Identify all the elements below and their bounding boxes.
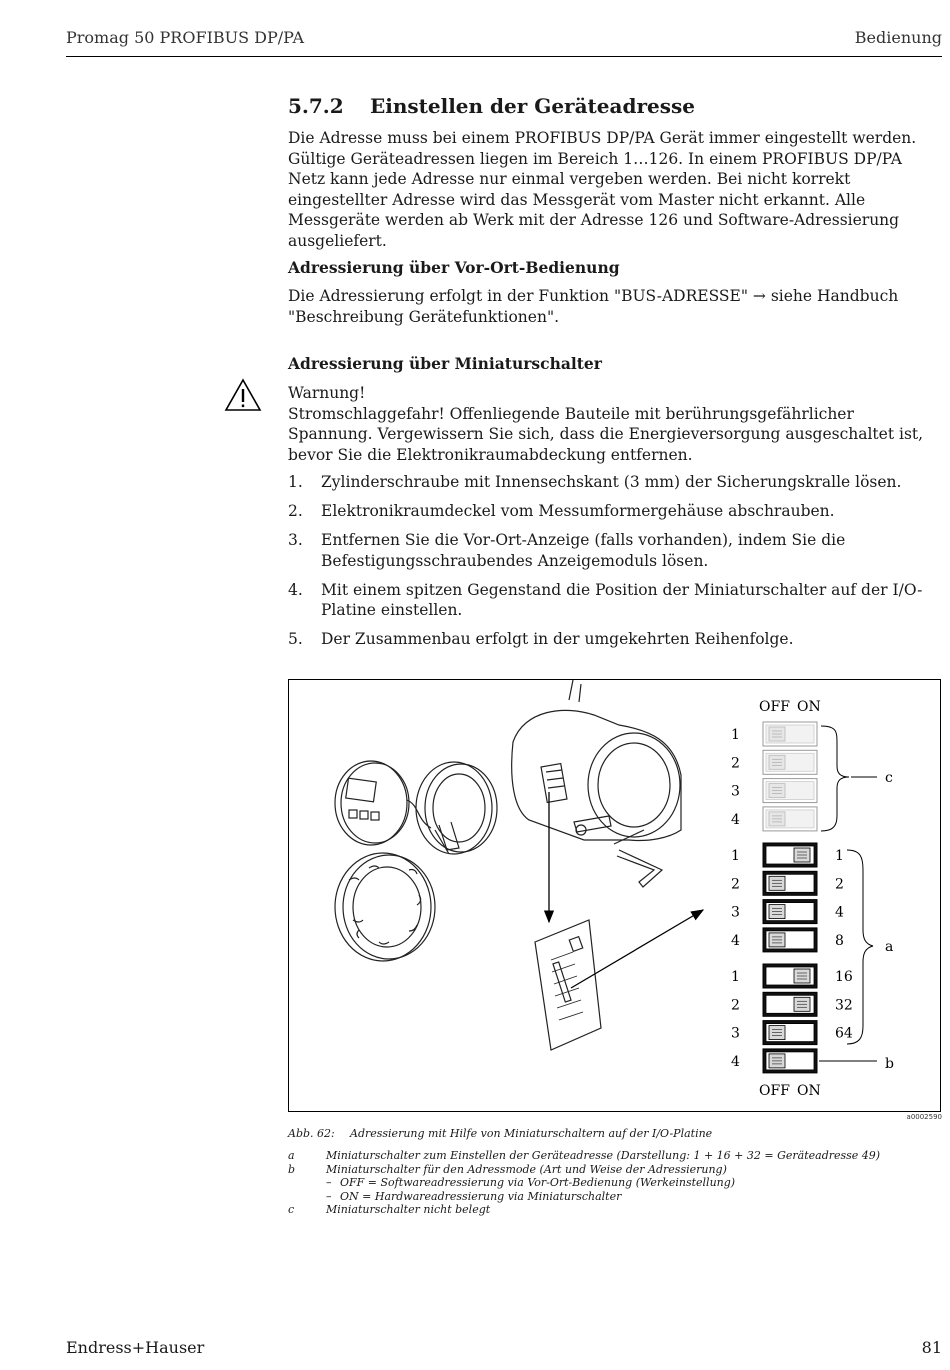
footer-brand: Endress+Hauser	[66, 1338, 205, 1357]
switch-weight: 2	[835, 876, 844, 893]
electronics-cover-drawing	[416, 762, 497, 854]
step-text: Entfernen Sie die Vor-Ort-Anzeige (falls vorhanden), indem Sie die Befestigungsschraubendes Anzeigemoduls lösen.	[321, 531, 846, 570]
legend-subitem	[288, 1176, 880, 1190]
device-illustration	[335, 680, 681, 1050]
step-text: Zylinderschraube mit Innensechskant (3 mm) der Sicherungskralle lösen.	[321, 473, 902, 491]
figure-code: a0002590	[906, 1113, 942, 1121]
off-label-top: OFF	[759, 699, 790, 715]
figure-legend	[288, 1149, 880, 1217]
legend-key: c	[288, 1203, 295, 1217]
switch-number: 3	[731, 783, 740, 800]
legend-text: Miniaturschalter für den Adressmode (Art und Weise der Adressierung)	[326, 1162, 727, 1176]
list-item	[288, 472, 943, 493]
io-board-drawing	[535, 920, 601, 1050]
switch-weight: 1	[835, 848, 844, 864]
arrow-to-switches	[571, 910, 703, 988]
on-label-top: ON	[797, 699, 821, 715]
switch-number: 2	[731, 755, 740, 772]
legend-key: b	[288, 1162, 296, 1176]
local-addressing-text: Die Adressierung erfolgt in der Funktion "BUS-ADRESSE" → siehe Handbuch "Beschreibung Gerätefunktionen".	[288, 287, 899, 326]
legend-key: a	[288, 1149, 295, 1162]
list-item	[288, 629, 943, 650]
caption-text: Adressierung mit Hilfe von Miniaturschaltern auf der I/O-Platine	[350, 1127, 713, 1140]
on-label-bottom: ON	[797, 1083, 821, 1099]
switch-number: 1	[731, 727, 740, 743]
off-label-bottom: OFF	[759, 1083, 790, 1099]
legend-item	[288, 1203, 880, 1217]
switch-bank-address-high	[731, 964, 853, 1073]
legend-text: Miniaturschalter zum Einstellen der Geräteadresse (Darstellung: 1 + 16 + 32 = Geräteadresse 49)	[326, 1149, 881, 1162]
legend-subitem	[288, 1190, 880, 1204]
legend-text: Miniaturschalter nicht belegt	[326, 1203, 491, 1217]
legend-item	[288, 1149, 880, 1163]
switch-number: 4	[731, 811, 740, 828]
figure-frame	[288, 679, 941, 1112]
brace-c	[821, 726, 849, 831]
dip-switch-figure	[289, 680, 940, 1111]
header-rule	[66, 56, 942, 57]
list-item	[288, 530, 943, 571]
step-text: Elektronikraumdeckel vom Messumformergehäuse abschrauben.	[321, 502, 835, 520]
page-number: 81	[921, 1338, 942, 1357]
label-b: b	[885, 1056, 894, 1072]
switch-number: 3	[731, 904, 740, 921]
transmitter-housing-drawing	[512, 680, 681, 841]
section-title: Einstellen der Geräteadresse	[370, 94, 695, 118]
switch-number: 4	[731, 932, 740, 949]
step-number: 1.	[288, 473, 303, 491]
list-item	[288, 580, 943, 621]
warning-block	[288, 383, 943, 465]
housing-lid-drawing	[335, 853, 435, 961]
switch-weight: 64	[835, 1025, 853, 1042]
section-number: 5.7.2	[288, 94, 344, 118]
step-number: 3.	[288, 531, 303, 549]
warning-title: Warnung!	[288, 384, 366, 402]
step-number: 2.	[288, 502, 303, 520]
header-title: Promag 50 PROFIBUS DP/PA	[66, 28, 305, 47]
caption-label: Abb. 62:	[288, 1127, 335, 1140]
switch-weight: 8	[835, 932, 844, 949]
local-addressing-heading: Adressierung über Vor-Ort-Bedienung	[288, 258, 620, 277]
switch-number: 1	[731, 969, 740, 985]
switch-number: 2	[731, 876, 740, 893]
brace-a	[847, 850, 873, 1044]
switch-weight: 16	[835, 969, 853, 985]
label-c: c	[885, 770, 893, 786]
switch-weight: 32	[835, 997, 853, 1014]
switch-bank-address-low	[731, 843, 844, 952]
header-chapter: Bedienung	[854, 28, 942, 47]
intro-text	[288, 128, 943, 251]
legend-dash: –	[326, 1176, 332, 1190]
warning-icon	[224, 378, 262, 412]
hex-key-drawing	[614, 830, 662, 887]
legend-subtext: ON = Hardwareadressierung via Miniaturschalter	[340, 1189, 622, 1203]
switch-bank-unused	[731, 722, 817, 831]
intro-paragraph: Die Adresse muss bei einem PROFIBUS DP/PA Gerät immer eingestellt werden.	[288, 129, 917, 147]
step-number: 5.	[288, 630, 303, 648]
intro-paragraph: Gültige Geräteadressen liegen im Bereich 1…126. In einem PROFIBUS DP/PA Netz kann jede Adresse nur einmal vergeben werden. Bei nicht korrekt eingestellter Adresse wird das Messgerät vom Master nicht erkannt. Alle Messgeräte werden ab Werk mit der Adresse 126 und Software-Adressierung ausgeliefert.	[288, 149, 902, 250]
legend-subtext: OFF = Softwareadressierung via Vor-Ort-Bedienung (Werkeinstellung)	[340, 1176, 736, 1190]
warning-text: Stromschlaggefahr! Offenliegende Bauteile mit berührungsgefährlicher Spannung. Vergewissern Sie sich, dass die Energieversorgung ausgeschaltet ist, bevor Sie die Elektronikraumabdeckung entfernen.	[288, 404, 924, 464]
step-text: Der Zusammenbau erfolgt in der umgekehrten Reihenfolge.	[321, 630, 794, 648]
switch-number: 4	[731, 1053, 740, 1070]
figure-caption	[288, 1127, 712, 1140]
legend-dash: –	[326, 1189, 332, 1203]
switch-number: 3	[731, 1025, 740, 1042]
step-number: 4.	[288, 580, 303, 599]
switch-number: 2	[731, 997, 740, 1014]
legend-item	[288, 1163, 880, 1177]
label-a: a	[885, 939, 894, 955]
step-text: Mit einem spitzen Gegenstand die Position der Miniaturschalter auf der I/O-Platine einstellen.	[321, 580, 923, 619]
switch-number: 1	[731, 848, 740, 864]
list-item	[288, 501, 943, 522]
procedure-steps	[288, 472, 943, 658]
section-heading	[288, 94, 943, 118]
switch-addressing-heading: Adressierung über Miniaturschalter	[288, 354, 602, 373]
switch-weight: 4	[835, 904, 844, 921]
